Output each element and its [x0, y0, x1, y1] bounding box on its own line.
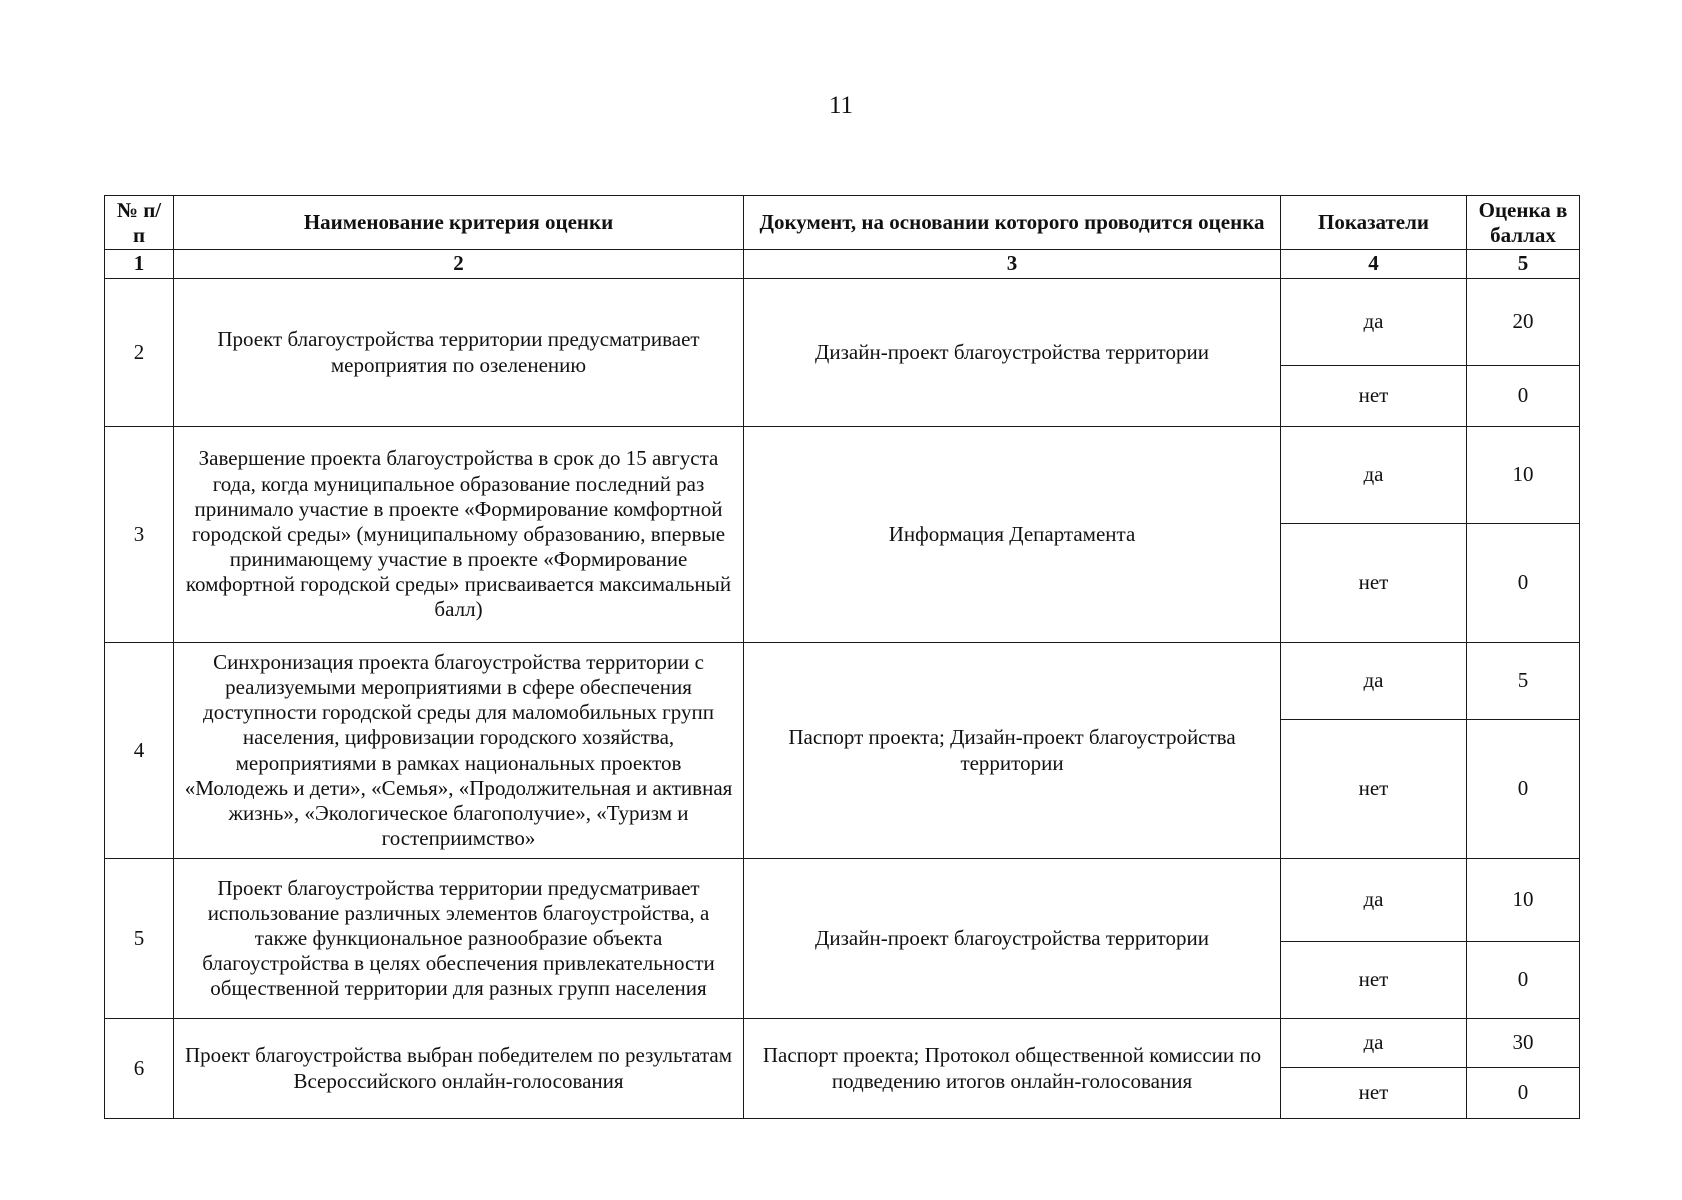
- score-no: 0: [1467, 366, 1580, 427]
- score-no: 0: [1467, 720, 1580, 859]
- criterion-text: Проект благоустройства выбран победителем по результатам Всероссийского онлайн-голосования: [174, 1019, 744, 1119]
- table-row: [105, 859, 1580, 942]
- document-text: Дизайн-проект благоустройства территории: [744, 279, 1281, 427]
- criterion-text: Проект благоустройства территории предусматривает мероприятия по озеленению: [174, 279, 744, 427]
- score-no: 0: [1467, 1068, 1580, 1119]
- header-indicators: Показатели: [1281, 196, 1467, 250]
- score-yes: 10: [1467, 427, 1580, 524]
- score-yes: 30: [1467, 1019, 1580, 1068]
- table-row: [105, 279, 1580, 366]
- page-number: 11: [828, 92, 854, 119]
- row-number: 6: [105, 1019, 174, 1119]
- document-text: Паспорт проекта; Дизайн-проект благоустройства территории: [744, 643, 1281, 859]
- criteria-table: [104, 195, 1580, 1119]
- row-number: 4: [105, 643, 174, 859]
- row-number: 3: [105, 427, 174, 643]
- table-row: [105, 427, 1580, 524]
- criterion-text: Завершение проекта благоустройства в срок до 15 августа года, когда муниципальное образование последний раз принимало участие в проекте «Формирование комфортной городской среды» (муниципальному образованию, впервые принимающему участие в проекте «Формирование комфортной городской среды» присваивается максимальный балл): [174, 427, 744, 643]
- header-document: Документ, на основании которого проводится оценка: [744, 196, 1281, 250]
- indicator-yes: да: [1281, 859, 1467, 942]
- indicator-yes: да: [1281, 279, 1467, 366]
- criterion-text: Синхронизация проекта благоустройства территории с реализуемыми мероприятиями в сфере обеспечения доступности городской среды для маломобильных групп населения, цифровизации городского хозяйства, мероприятиями в рамках национальных проектов «Молодежь и дети», «Семья», «Продолжительная и активная жизнь», «Экологическое благополучие», «Туризм и гостеприимство»: [174, 643, 744, 859]
- indicator-no: нет: [1281, 366, 1467, 427]
- column-number: 1: [105, 250, 174, 279]
- header-number: № п/п: [105, 196, 174, 250]
- indicator-no: нет: [1281, 524, 1467, 643]
- indicator-no: нет: [1281, 720, 1467, 859]
- score-yes: 5: [1467, 643, 1580, 720]
- header-row: [105, 196, 1580, 250]
- table-row: [105, 1019, 1580, 1068]
- column-numbering-row: [105, 250, 1580, 279]
- score-no: 0: [1467, 942, 1580, 1019]
- table-row: [105, 643, 1580, 720]
- indicator-no: нет: [1281, 942, 1467, 1019]
- indicator-yes: да: [1281, 643, 1467, 720]
- document-text: Дизайн-проект благоустройства территории: [744, 859, 1281, 1019]
- indicator-no: нет: [1281, 1068, 1467, 1119]
- column-number: 2: [174, 250, 744, 279]
- header-score: Оценка в баллах: [1467, 196, 1580, 250]
- score-yes: 20: [1467, 279, 1580, 366]
- document-text: Паспорт проекта; Протокол общественной комиссии по подведению итогов онлайн-голосования: [744, 1019, 1281, 1119]
- row-number: 2: [105, 279, 174, 427]
- row-number: 5: [105, 859, 174, 1019]
- column-number: 4: [1281, 250, 1467, 279]
- criterion-text: Проект благоустройства территории предусматривает использование различных элементов благоустройства, а также функциональное разнообразие объекта благоустройства в целях обеспечения привлекательности общественной территории для разных групп населения: [174, 859, 744, 1019]
- document-text: Информация Департамента: [744, 427, 1281, 643]
- score-yes: 10: [1467, 859, 1580, 942]
- column-number: 3: [744, 250, 1281, 279]
- indicator-yes: да: [1281, 427, 1467, 524]
- column-number: 5: [1467, 250, 1580, 279]
- indicator-yes: да: [1281, 1019, 1467, 1068]
- header-criterion: Наименование критерия оценки: [174, 196, 744, 250]
- score-no: 0: [1467, 524, 1580, 643]
